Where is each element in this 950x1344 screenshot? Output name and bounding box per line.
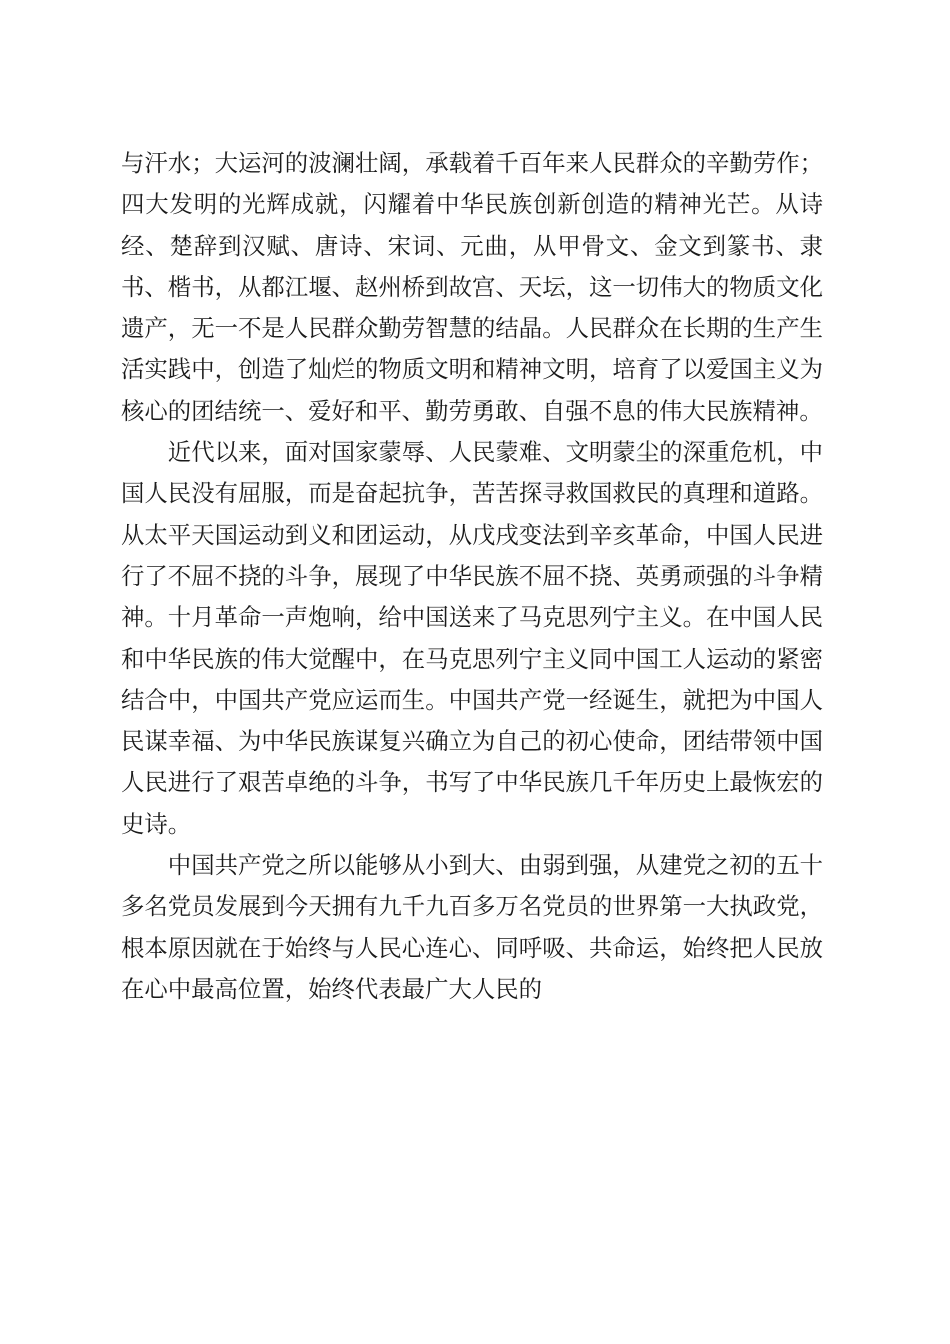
paragraph-3: 中国共产党之所以能够从小到大、由弱到强，从建党之初的五十多名党员发展到今天拥有九千九百多万名党员的世界第一大执政党，根本原因就在于始终与人民心连心、同呼吸、共命运，始终把人民放在心中最高位置，始终代表最广大人民的 <box>121 851 823 1003</box>
paragraph-2: 近代以来，面对国家蒙辱、人民蒙难、文明蒙尘的深重危机，中国人民没有屈服，而是奋起抗争，苦苦探寻救国救民的真理和道路。从太平天国运动到义和团运动，从戊戌变法到辛亥革命，中国人民进行了不屈不挠的斗争，展现了中华民族不屈不挠、英勇顽强的斗争精神。十月革命一声炮响，给中国送来了马克思列宁主义。在中国人民和中华民族的伟大觉醒中，在马克思列宁主义同中国工人运动的紧密结合中，中国共产党应运而生。中国共产党一经诞生，就把为中国人民谋幸福、为中华民族谋复兴确立为自己的初心使命，团结带领中国人民进行了艰苦卓绝的斗争，书写了中华民族几千年历史上最恢宏的史诗。 <box>121 438 823 838</box>
paragraph-1: 与汗水；大运河的波澜壮阔，承载着千百年来人民群众的辛勤劳作；四大发明的光辉成就，闪耀着中华民族创新创造的精神光芒。从诗经、楚辞到汉赋、唐诗、宋词、元曲，从甲骨文、金文到篆书、隶书、楷书，从都江堰、赵州桥到故宫、天坛，这一切伟大的物质文化遗产，无一不是人民群众勤劳智慧的结晶。人民群众在长期的生产生活实践中，创造了灿烂的物质文明和精神文明，培育了以爱国主义为核心的团结统一、爱好和平、勤劳勇敢、自强不息的伟大民族精神。 <box>121 149 823 425</box>
document-body <box>121 143 823 1010</box>
